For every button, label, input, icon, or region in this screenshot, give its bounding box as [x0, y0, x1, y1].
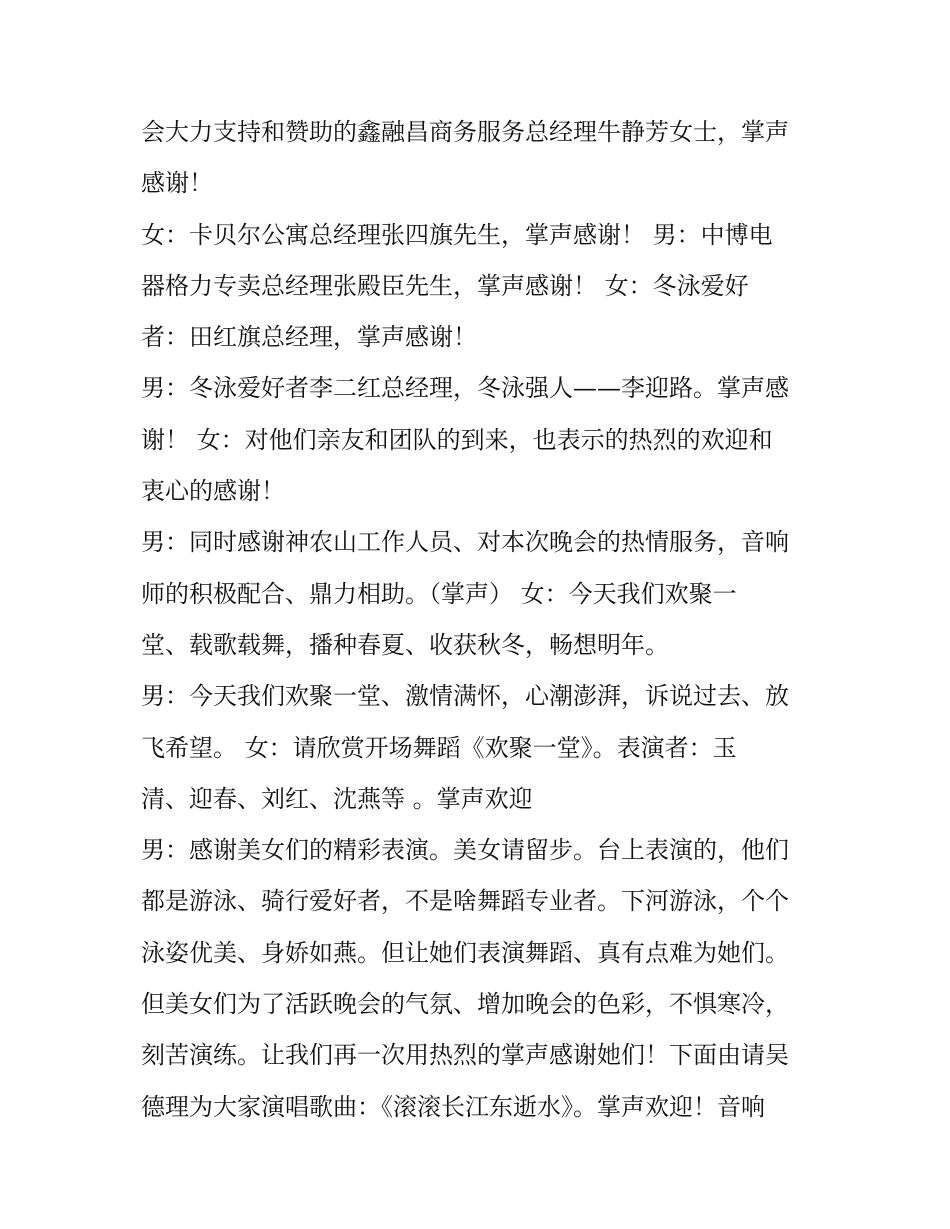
text-line: 者：田红旗总经理，掌声感谢！ — [141, 323, 477, 352]
text-line: 飞希望。 女：请欣赏开场舞蹈《欢聚一堂》。表演者：玉 — [141, 733, 737, 762]
text-line: 泳姿优美、身娇如燕。但让她们表演舞蹈、真有点难为她们。 — [141, 938, 789, 967]
text-line: 女：卡贝尔公寓总经理张四旗先生，掌声感谢！ 男：中博电 — [141, 220, 773, 249]
text-line: 谢！ 女：对他们亲友和团队的到来，也表示的热烈的欢迎和 — [141, 425, 773, 454]
text-line: 师的积极配合、鼎力相助。（掌声） 女：今天我们欢聚一 — [141, 579, 737, 608]
text-line: 会大力支持和赞助的鑫融昌商务服务总经理牛静芳女士，掌声 — [141, 118, 789, 146]
text-line: 男：冬泳爱好者李二红总经理，冬泳强人——李迎路。掌声感 — [141, 374, 789, 403]
text-line: 男：今天我们欢聚一堂、激情满怀，心潮澎湃，诉说过去、放 — [141, 682, 789, 711]
text-line: 清、迎春、刘红、沈燕等 。掌声欢迎 — [141, 784, 533, 813]
text-line: 感谢！ — [141, 169, 213, 198]
text-line: 衷心的感谢！ — [141, 477, 285, 506]
text-line: 都是游泳、骑行爱好者，不是啥舞蹈专业者。下河游泳，个个 — [141, 887, 789, 916]
text-line: 堂、载歌载舞，播种春夏、收获秋冬，畅想明年。 — [141, 630, 669, 659]
document-body — [141, 107, 821, 1133]
text-line: 男：感谢美女们的精彩表演。美女请留步。台上表演的，他们 — [141, 836, 789, 865]
text-line: 但美女们为了活跃晚会的气氛、增加晚会的色彩，不惧寒冷， — [141, 990, 789, 1019]
text-line: 德理为大家演唱歌曲：《滚滚长江东逝水》。掌声欢迎！音响 — [141, 1092, 765, 1121]
text-line: 男：同时感谢神农山工作人员、对本次晚会的热情服务，音响 — [141, 528, 789, 557]
text-line: 器格力专卖总经理张殿臣先生，掌声感谢！ 女：冬泳爱好 — [141, 271, 749, 300]
text-line: 刻苦演练。让我们再一次用热烈的掌声感谢她们！下面由请吴 — [141, 1041, 789, 1070]
